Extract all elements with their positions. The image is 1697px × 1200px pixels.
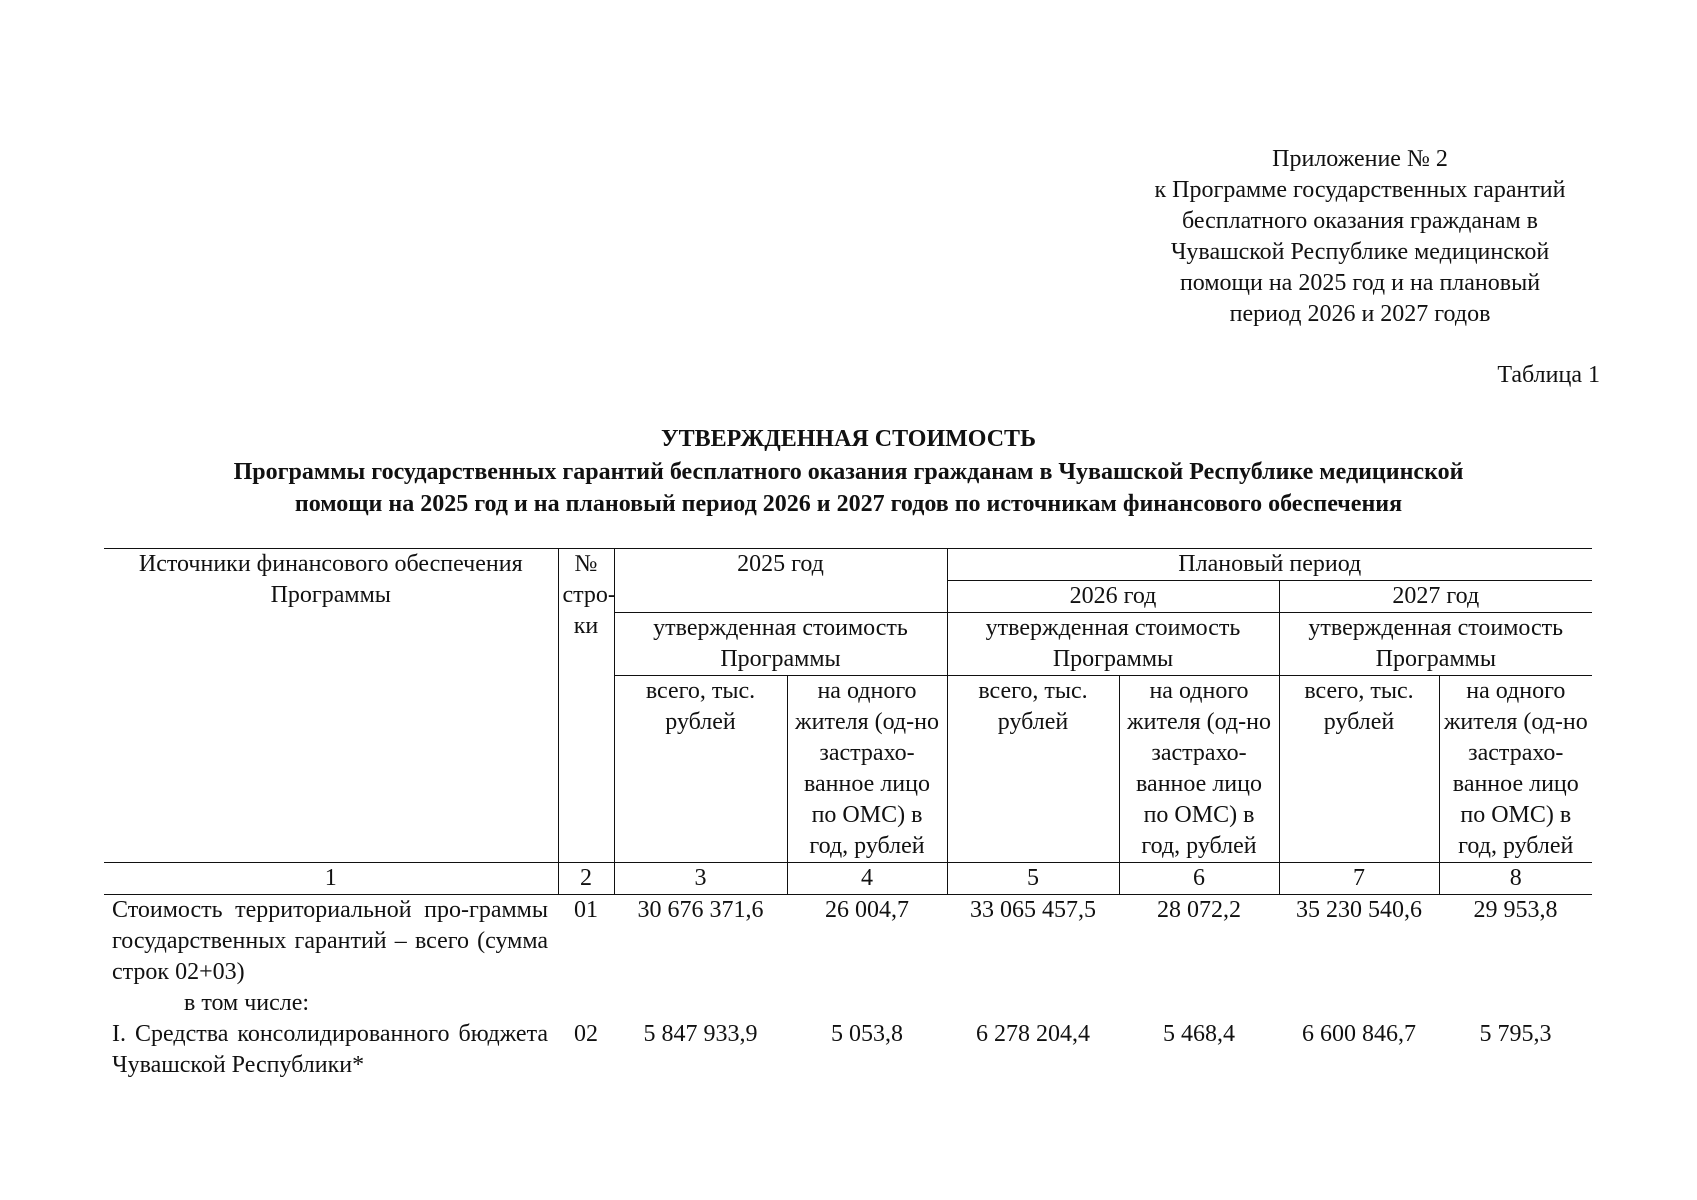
value-cell: 6 278 204,4 bbox=[976, 1021, 1091, 1047]
column-number: 4 bbox=[787, 863, 947, 895]
value-cell: 26 004,7 bbox=[825, 897, 909, 923]
header-approved-cost-2025: утвержденная стоимость Программы bbox=[614, 613, 947, 676]
header-approved-cost-2027: утвержденная стоимость Программы bbox=[1279, 613, 1592, 676]
value-cell: 33 065 457,5 bbox=[970, 897, 1097, 923]
column-number: 3 bbox=[614, 863, 787, 895]
header-per-capita-2025: на одного жителя (од-но застрахо-ванное лицо по ОМС) в год, рублей bbox=[787, 676, 947, 863]
table-row bbox=[104, 1019, 1592, 1081]
annex-line: помощи на 2025 год и на плановый bbox=[1179, 270, 1541, 296]
value-cell: 30 676 371,6 bbox=[637, 897, 764, 923]
table-row bbox=[104, 895, 1592, 989]
row-number: 01 bbox=[574, 897, 598, 923]
value-cell: 29 953,8 bbox=[1473, 897, 1558, 923]
header-approved-cost-2026: утвержденная стоимость Программы bbox=[947, 613, 1279, 676]
header-per-capita-2027: на одного жителя (од-но застрахо-ванное лицо по ОМС) в год, рублей bbox=[1439, 676, 1592, 863]
annex-block bbox=[1120, 144, 1600, 330]
header-year-2026: 2026 год bbox=[947, 581, 1279, 613]
table-label: Таблица 1 bbox=[1497, 362, 1600, 388]
column-numbers-row bbox=[104, 863, 1592, 895]
subtitle-line: помощи на 2025 год и на плановый период 2026 и 2027 годов по источникам финансового обеспечения bbox=[294, 491, 1403, 517]
value-cell: 5 795,3 bbox=[1479, 1021, 1552, 1047]
header-total-2026: всего, тыс. рублей bbox=[947, 676, 1119, 863]
document-title: УТВЕРЖДЕННАЯ СТОИМОСТЬ bbox=[661, 426, 1036, 452]
column-number: 2 bbox=[558, 863, 614, 895]
row-label: в том числе: bbox=[184, 990, 310, 1016]
header-planned-period: Плановый период bbox=[947, 549, 1592, 581]
column-number: 1 bbox=[104, 863, 558, 895]
annex-line: Приложение № 2 bbox=[1272, 146, 1448, 172]
row-number: 02 bbox=[574, 1021, 598, 1047]
value-cell: 5 847 933,9 bbox=[643, 1021, 758, 1047]
header-row-no-col: № стро-ки bbox=[558, 549, 614, 863]
column-number: 6 bbox=[1119, 863, 1279, 895]
header-per-capita-2026: на одного жителя (од-но застрахо-ванное лицо по ОМС) в год, рублей bbox=[1119, 676, 1279, 863]
value-cell: 6 600 846,7 bbox=[1302, 1021, 1417, 1047]
annex-line: к Программе государственных гарантий bbox=[1154, 177, 1566, 203]
column-number: 5 bbox=[947, 863, 1119, 895]
header-source-col: Источники финансового обеспечения Программы bbox=[104, 549, 558, 863]
value-cell: 5 053,8 bbox=[831, 1021, 903, 1047]
value-cell: 35 230 540,6 bbox=[1296, 897, 1423, 923]
header-total-2025: всего, тыс. рублей bbox=[614, 676, 787, 863]
value-cell: 28 072,2 bbox=[1157, 897, 1242, 923]
header-year-2025: 2025 год bbox=[614, 549, 947, 613]
annex-line: бесплатного оказания гражданам в bbox=[1182, 208, 1538, 234]
table-row bbox=[104, 988, 1592, 1019]
column-number: 8 bbox=[1439, 863, 1592, 895]
row-label: Стоимость территориальной про-граммы государственных гарантий – всего (сумма строк 02+03) bbox=[112, 897, 548, 985]
header-total-2027: всего, тыс. рублей bbox=[1279, 676, 1439, 863]
document-subtitle bbox=[0, 456, 1697, 520]
cost-table bbox=[104, 548, 1592, 1081]
row-label: I. Средства консолидированного бюджета Чувашской Республики* bbox=[112, 1021, 548, 1078]
subtitle-line: Программы государственных гарантий бесплатного оказания гражданам в Чувашской Республике медицинской bbox=[233, 459, 1464, 485]
annex-line: период 2026 и 2027 годов bbox=[1229, 301, 1491, 327]
column-number: 7 bbox=[1279, 863, 1439, 895]
header-year-2027: 2027 год bbox=[1279, 581, 1592, 613]
annex-line: Чувашской Республике медицинской bbox=[1170, 239, 1550, 265]
value-cell: 5 468,4 bbox=[1163, 1021, 1236, 1047]
